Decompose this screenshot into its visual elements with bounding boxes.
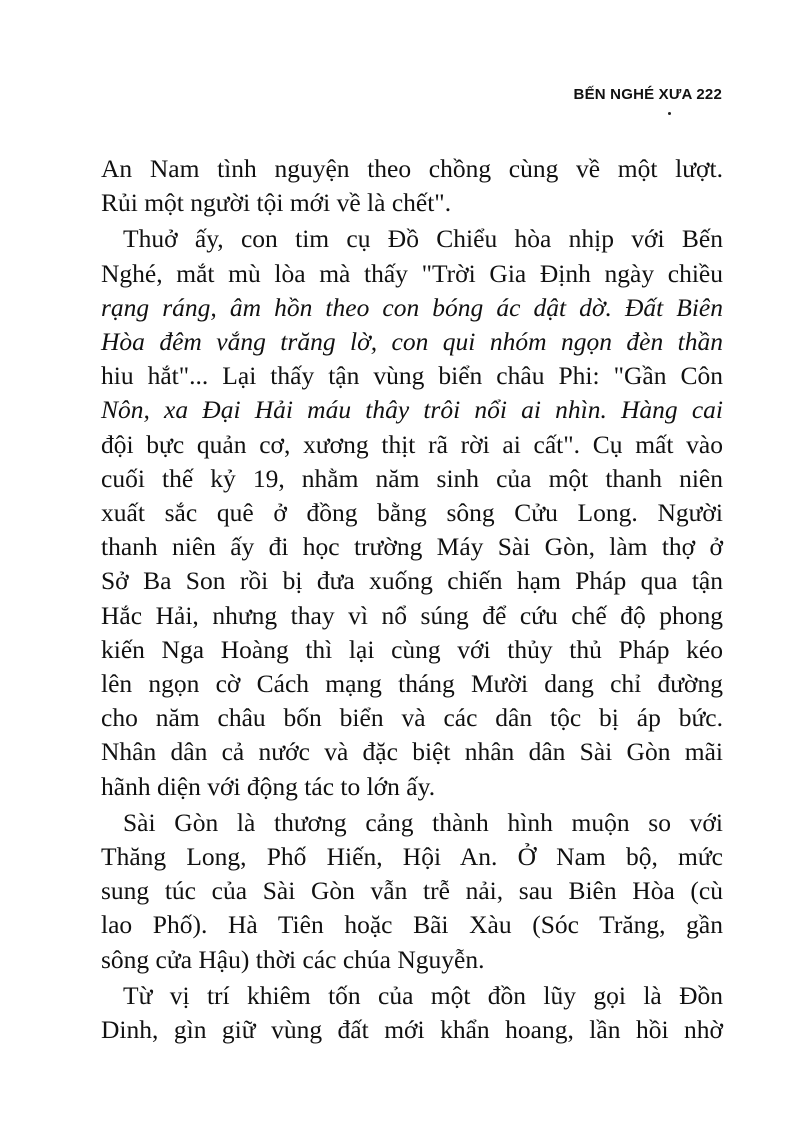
paragraph-2	[101, 222, 723, 803]
text-line: rạng ráng, âm hồn theo con bóng ác dật dờ. Đất Biên	[101, 292, 723, 322]
text-line: đội bực quản cơ, xương thịt rã rời ai cất". Cụ mất vào	[101, 429, 723, 459]
text-line: Dinh, gìn giữ vùng đất mới khẩn hoang, lần hồi nhờ	[101, 1015, 723, 1045]
text-line: Hắc Hải, nhưng thay vì nổ súng để cứu chế độ phong	[101, 600, 723, 630]
text-line: hãnh diện với động tác to lớn ấy.	[101, 771, 436, 801]
text-line: lao Phố). Hà Tiên hoặc Bãi Xàu (Sóc Trăng, gần	[101, 910, 723, 940]
text-line: sông cửa Hậu) thời các chúa Nguyễn.	[101, 944, 485, 974]
body-text	[101, 152, 723, 1047]
text-line: lên ngọn cờ Cách mạng tháng Mười dang chỉ đường	[101, 669, 723, 699]
paragraph-3	[101, 806, 723, 977]
text-line: Thăng Long, Phố Hiến, Hội An. Ở Nam bộ, mức	[101, 842, 723, 872]
paragraph-1	[101, 152, 723, 220]
text-line: Nôn, xa Đại Hải máu thây trôi nổi ai nhìn. Hàng cai	[101, 395, 723, 425]
text-line: thanh niên ấy đi học trường Máy Sài Gòn, làm thợ ở	[101, 532, 723, 562]
print-speck	[668, 112, 671, 115]
running-header: BẾN NGHÉ XƯA 222	[573, 86, 722, 103]
text-line: cho năm châu bốn biển và các dân tộc bị áp bức.	[101, 703, 723, 733]
paragraph-4	[101, 979, 723, 1047]
text-line: Sở Ba Son rồi bị đưa xuống chiến hạm Pháp qua tận	[101, 566, 723, 596]
text-line: xuất sắc quê ở đồng bằng sông Cửu Long. Người	[101, 498, 723, 528]
text-line: kiến Nga Hoàng thì lại cùng với thủy thủ Pháp kéo	[101, 634, 723, 664]
text-line: cuối thế kỷ 19, nhằm năm sinh của một thanh niên	[101, 463, 723, 493]
text-line: Từ vị trí khiêm tốn của một đồn lũy gọi là Đồn	[123, 980, 723, 1010]
text-line: hiu hắt"... Lại thấy tận vùng biển châu Phi: "Gần Côn	[101, 361, 723, 391]
text-line: Thuở ấy, con tim cụ Đồ Chiểu hòa nhịp với Bến	[123, 224, 723, 254]
text-line: sung túc của Sài Gòn vẫn trễ nải, sau Biên Hòa (cù	[101, 876, 723, 906]
text-line: Rủi một người tội mới về là chết".	[101, 188, 452, 218]
text-line: Nhân dân cả nước và đặc biệt nhân dân Sài Gòn mãi	[101, 737, 723, 767]
text-line: Hòa đêm vắng trăng lờ, con qui nhóm ngọn đèn thần	[101, 327, 723, 357]
text-line: An Nam tình nguyện theo chồng cùng về một lượt.	[101, 154, 723, 183]
text-line: Sài Gòn là thương cảng thành hình muộn so với	[123, 807, 723, 837]
text-line: Nghé, mắt mù lòa mà thấy "Trời Gia Định ngày chiều	[101, 258, 723, 288]
